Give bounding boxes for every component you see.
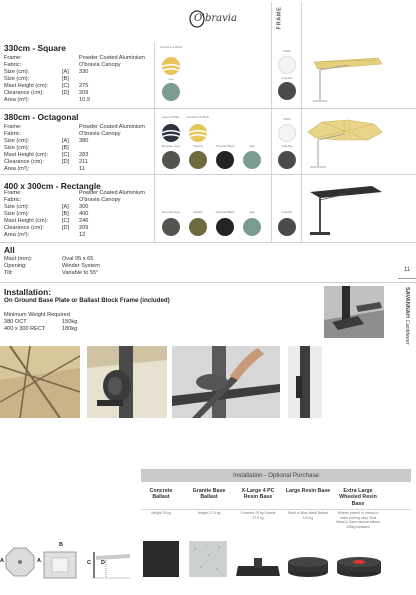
swatch-navy-white[interactable] xyxy=(162,124,180,142)
weight-row: 380 OCT 150kg xyxy=(4,319,78,325)
column-divider xyxy=(271,2,272,242)
column-divider xyxy=(154,42,155,242)
swatch-label: Mountain Grey xyxy=(161,210,181,214)
swatch-label: Graphite xyxy=(281,144,293,148)
side-tab-product: SAVANNAH Cantilever xyxy=(404,287,410,345)
spec-row: Opening: Winder System xyxy=(4,263,100,269)
spec-row: Fabric: O'bravia Canopy xyxy=(4,131,121,137)
spec-row: Frame: Powder Coated Aluminium xyxy=(4,190,145,196)
swatch-label: Natural xyxy=(193,210,203,214)
note-xlarge: Concrete 25 kg Granite 27.5 kg xyxy=(240,511,276,520)
note-granite: Weight 27.5 kg xyxy=(197,511,221,515)
swatch-charcoal-black[interactable] xyxy=(216,151,234,169)
note-xl-wheeled: Wheels extend or retract to make moving easy. Blue Metal & Sand mixture ballast 145kg ballasted xyxy=(336,511,380,529)
spec-row: Size (cm): [B] 400 xyxy=(4,211,89,217)
diagram-label-a: A xyxy=(0,558,4,564)
spec-row: Size (cm): [B] xyxy=(4,145,69,151)
swatch-label: White xyxy=(283,49,291,53)
note-concrete: Weight 25 kg xyxy=(151,511,171,515)
swatch-label: White xyxy=(283,117,291,121)
col-xl-wheeled-base: Extra Large Wheeled Resin Base xyxy=(339,488,377,507)
weight-row: 400 x 300 RECT 180kg xyxy=(4,326,78,332)
swatch-mountain-grey[interactable] xyxy=(162,151,180,169)
swatch-natural[interactable] xyxy=(189,151,207,169)
spec-row: Area (m²): 11 xyxy=(4,166,85,172)
swatch-label: Spa xyxy=(249,144,255,148)
swatch-frame-graphite[interactable] xyxy=(278,151,296,169)
rectangle-diagram-icon xyxy=(42,546,78,580)
spec-table-octagonal xyxy=(4,124,154,173)
swatch-natural[interactable] xyxy=(189,218,207,236)
spec-row: Frame: Powder Coated Aluminium xyxy=(4,55,145,61)
swatch-label: Spa xyxy=(249,210,255,214)
swatch-spa[interactable] xyxy=(162,83,180,101)
octagonal-umbrella-image xyxy=(304,112,384,170)
spec-row: Mast (mm): Oval 95 x 65 xyxy=(4,256,94,262)
col-granite-base: Granite Base Ballast xyxy=(192,488,226,501)
spec-row: Area (m²): 10.9 xyxy=(4,97,90,103)
swatch-frame-graphite[interactable] xyxy=(278,82,296,100)
swatch-spa[interactable] xyxy=(243,218,261,236)
swatch-sunshine-white[interactable] xyxy=(189,124,207,142)
swatch-frame-white[interactable] xyxy=(278,124,296,142)
winder-handle-photo xyxy=(87,346,167,418)
xlarge-resin-base-image xyxy=(234,556,282,578)
brand-logo xyxy=(188,8,244,30)
section-divider xyxy=(0,282,416,283)
installation-title: Installation: xyxy=(4,287,51,297)
canopy-detail-photo xyxy=(0,346,80,418)
section-title-octagonal: 380cm - Octagonal xyxy=(4,112,79,122)
spec-table-all xyxy=(4,256,154,277)
spec-row: Fabric: O'bravia Canopy xyxy=(4,197,121,203)
page-number: 11 xyxy=(398,262,416,279)
section-title-all: All xyxy=(4,245,15,255)
concrete-ballast-image xyxy=(143,541,179,577)
spec-row: Frame: Powder Coated Aluminium xyxy=(4,124,145,130)
swatch-label: Graphite xyxy=(281,210,293,214)
side-tab xyxy=(398,262,416,382)
diagram-label-c: C xyxy=(87,560,91,566)
xl-wheeled-base-image xyxy=(334,554,384,580)
col-concrete-ballast: Concrete Ballast xyxy=(149,488,173,501)
brand-logo-text: O'bravia xyxy=(194,13,237,24)
base-plate-photo xyxy=(324,286,384,338)
swatch-label: Sunshine & White xyxy=(159,45,183,49)
swatch-frame-graphite[interactable] xyxy=(278,218,296,236)
octagonal-diagram-icon xyxy=(3,545,37,579)
swatch-label: Natural xyxy=(193,144,203,148)
large-resin-base-image xyxy=(284,550,332,578)
spec-row: Size (cm): [A] 300 xyxy=(4,204,89,210)
col-large-resin-base: Large Resin Base xyxy=(285,488,331,494)
frame-column-header: FRAME xyxy=(276,6,283,30)
table-divider xyxy=(141,509,411,510)
swatch-label: Spa xyxy=(168,77,174,81)
col-xlarge-resin-base: X-Large 4 PC Resin Base xyxy=(241,488,275,501)
swatch-label: Charcoal Black xyxy=(215,210,235,214)
square-umbrella-image xyxy=(308,48,384,104)
spec-row: Area (m²): 12 xyxy=(4,232,86,238)
spec-row: Tilt: Variable to 55° xyxy=(4,270,99,276)
column-divider xyxy=(301,2,302,242)
section-divider xyxy=(0,242,416,243)
swatch-label: Graphite xyxy=(281,76,293,80)
section-title-rectangle: 400 x 300cm - Rectangle xyxy=(4,181,101,191)
swatch-label: Mountain Grey xyxy=(161,144,181,148)
spec-row: Size (cm): [B] xyxy=(4,76,69,82)
installation-subtitle: On Ground Base Plate or Ballast Block Frame (included) xyxy=(4,297,170,304)
spec-row: Mast Height (cm): [C] 283 xyxy=(4,152,89,158)
granite-base-image xyxy=(189,541,227,577)
swatch-label: Navy & White xyxy=(162,115,180,119)
swatch-label: Charcoal Black xyxy=(215,144,235,148)
spec-row: Size (cm): [A] 330 xyxy=(4,69,89,75)
swatch-charcoal-black[interactable] xyxy=(216,218,234,236)
swatch-sunshine-white[interactable] xyxy=(162,57,180,75)
spec-row: Clearance (cm): [D] 209 xyxy=(4,225,89,231)
swatch-frame-white[interactable] xyxy=(278,56,296,74)
section-title-square: 330cm - Square xyxy=(4,43,66,53)
spec-row: Size (cm): [A] 380 xyxy=(4,138,89,144)
diagram-label-a-2: A xyxy=(37,558,41,564)
diagram-label-b: B xyxy=(59,542,63,548)
mast-detail-photo xyxy=(288,346,322,418)
min-weight-title: Minimum Weight Required xyxy=(4,312,70,318)
min-weight-table xyxy=(4,312,154,333)
foot-pedal-photo xyxy=(172,346,280,418)
spec-row: Clearance (cm): [D] 211 xyxy=(4,159,88,165)
note-large: Sand or Blue Metal Ballast 120 kg xyxy=(288,511,328,520)
spec-table-square xyxy=(4,55,154,104)
spec-row: Mast Height (cm): [C] 246 xyxy=(4,218,89,224)
rectangle-umbrella-image xyxy=(306,182,384,240)
swatch-spa[interactable] xyxy=(243,151,261,169)
section-divider xyxy=(0,174,416,175)
swatch-label: Sunshine & White xyxy=(186,115,210,119)
section-divider xyxy=(0,108,416,109)
diagram-label-d: D xyxy=(101,560,105,566)
swatch-mountain-grey[interactable] xyxy=(162,218,180,236)
optional-purchase-header: Installation - Optional Purchase xyxy=(141,469,411,482)
spec-row: Clearance (cm): [D] 209 xyxy=(4,90,89,96)
elevation-diagram-icon xyxy=(92,550,132,580)
spec-row: Mast Height (cm): [C] 275 xyxy=(4,83,89,89)
spec-table-rectangle xyxy=(4,190,154,239)
spec-row: Fabric: O'bravia Canopy xyxy=(4,62,121,68)
